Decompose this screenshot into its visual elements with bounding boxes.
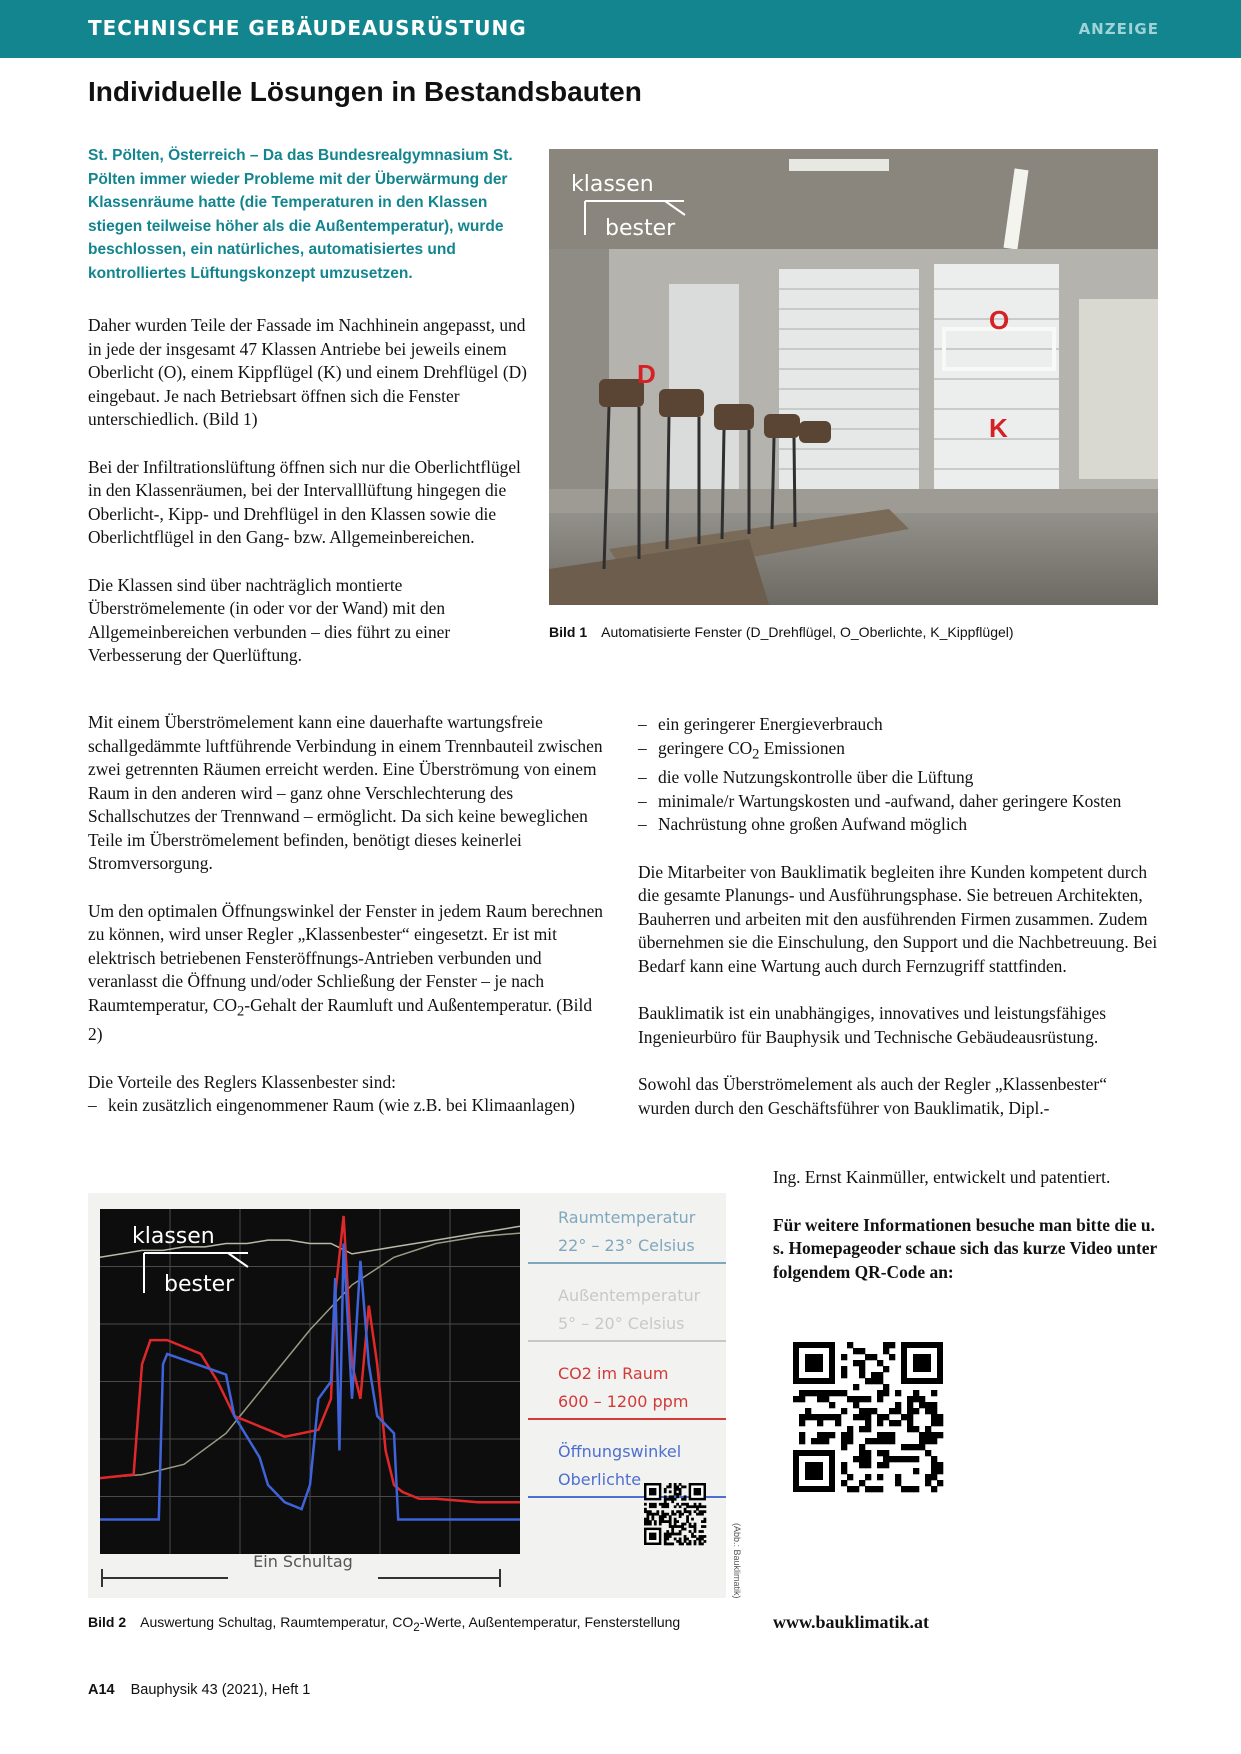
legend-label: Raumtemperatur [558, 1208, 696, 1227]
paragraph: Bei der Infiltrationslüftung öffnen sich nur die Oberlichtflügel in den Klassenräumen, bei der Intervalllüftung hingegen die Oberlicht-, Kipp- und Drehflügel in den Klassen sowie die Oberlichtflügel in den Gang- bzw. Allgemeinbereichen. [88, 456, 521, 547]
subscript: 2 [413, 1620, 420, 1634]
qr-code-icon[interactable] [773, 1322, 963, 1512]
caption-text-after: -Werte, Außentemperatur, Fensterstellung [419, 1614, 681, 1630]
section-label: TECHNISCHE GEBÄUDEAUSRÜSTUNG [88, 16, 527, 40]
caption-text: Automatisierte Fenster (D_Drehflügel, O_Oberlichte, K_Kippflügel) [601, 624, 1014, 640]
legend-range: 5° – 20° Celsius [558, 1314, 685, 1333]
line-chart [88, 1193, 742, 1599]
paragraph: Die Mitarbeiter von Bauklimatik begleiten ihre Kunden kompetent durch die gesamte Planungs- und Ausführungsphase. Sie betreuen Architekten, Bauherren und arbeiten mit den ausführenden Firmen zusammen. Zudem übernehmen sie die Einschulung, den Support und die Nachbetreuung. Bei Bedarf kann eine Wartung auch durch Fernzugriff stattfinden. [638, 861, 1158, 976]
vorteile-title: Die Vorteile des Reglers Klassenbester sind: [88, 1071, 396, 1092]
list-item: – minimale/r Wartungskosten und -aufwand, daher geringere Kosten [638, 790, 1158, 814]
top-left-column [88, 314, 528, 668]
paragraph: Bauklimatik ist ein unabhängiges, innovatives und leistungsfähiges Ingenieurbüro für Bauphysik und Technische Gebäudeausrüstung. [638, 1003, 1107, 1047]
caption-number: Bild 1 [549, 624, 588, 640]
co2-text: geringere CO [658, 737, 753, 758]
image-credit: (Abb.: Bauklimatik) [732, 1523, 742, 1599]
paragraph: Die Klassen sind über nachträglich montierte Überströmelemente (in oder vor der Wand) mit den Allgemeinbereichen verbunden – dies führt zu einer Verbesserung der Querlüftung. [88, 574, 451, 665]
legend-range: 22° – 23° Celsius [558, 1236, 695, 1255]
chart-panel [88, 1193, 742, 1599]
right-column [638, 713, 1158, 1120]
chart-logo-line2: bester [164, 1272, 235, 1297]
legend-range: Oberlichte [558, 1470, 642, 1489]
list-item [638, 737, 1158, 767]
info-paragraph: Für weitere Informationen besuche man bitte die u. s. Homepageoder schaue sich das kurze Video unter folgendem QR-Code an: [773, 1214, 1157, 1282]
list-item: – kein zusätzlich eingenommener Raum (wie z.B. bei Klimaanlagen) [88, 1094, 608, 1118]
lead-paragraph: St. Pölten, Österreich – Da das Bundesrealgymnasium St. Pölten immer wieder Probleme mit der Überwärmung der Klassenräume hatte (die Temperaturen in den Klassen stiegen teilweise höher als die Außentemperatur), wurde beschlossen, ein natürliches, automatisiertes und kontrolliertes Lüftungskonzept umzusetzen. [88, 147, 513, 282]
right-column-continued [773, 1166, 1163, 1284]
legend-range: 600 – 1200 ppm [558, 1392, 689, 1411]
chart-logo-line1: klassen [132, 1224, 215, 1249]
classroom-illustration [549, 149, 1158, 605]
subscript: 2 [752, 745, 760, 762]
vorteile-list-left [88, 1094, 608, 1118]
legend-label: Öffnungswinkel [558, 1442, 682, 1461]
page-number: A14 [88, 1682, 115, 1698]
label-d: D [637, 359, 656, 389]
headline: Individuelle Lösungen in Bestandsbauten [88, 76, 642, 107]
paragraph: Mit einem Überströmelement kann eine dauerhafte wartungsfreie schallgedämmte luftführende Verbindung in einem Trennbauteil zwischen zwei getrennten Räumen erreicht werden. Eine Überströmung von einem Raum in den anderen wird – ganz ohne Verschlechterung des Schallschutzes der Trennwand – ermöglicht. Da sich keine beweglichen Teile im Überströmelement befinden, benötigt dieses keinerlei Stromversorgung. [88, 712, 603, 873]
caption-bild1 [549, 624, 1014, 640]
qr-code-small-icon [644, 1483, 706, 1545]
label-k: K [989, 413, 1008, 443]
paragraph: Daher wurden Teile der Fassade im Nachhinein angepasst, und in jede der insgesamt 47 Klassen Antriebe bei jeweils einem Oberlicht (O), einem Kippflügel (K) und einem Drehflügel (D) eingebaut. Je nach Betriebsart öffnen sich die Fenster unterschiedlich. (Bild 1) [88, 315, 527, 429]
header-bar [0, 0, 1241, 58]
legend [528, 1208, 726, 1497]
paragraph: Sowohl das Überströmelement als auch der Regler „Klassenbester“ wurden durch den Geschäftsführer von Bauklimatik, Dipl.- [638, 1074, 1107, 1118]
paragraph: Ing. Ernst Kainmüller, entwickelt und patentiert. [773, 1167, 1111, 1187]
legend-label: CO2 im Raum [558, 1364, 669, 1383]
website-link[interactable]: www.bauklimatik.at [773, 1612, 930, 1632]
list-item: – ein geringerer Energieverbrauch [638, 713, 1158, 737]
regler-text: Um den optimalen Öffnungswinkel der Fenster in jedem Raum berechnen zu können, wird unser Regler „Klassenbester“ eingesetzt. Er ist mit elektrisch betriebenen Fensteröffnungs-Antrieben verbunden und veranlasst die Öffnung und/oder Schließung der Fenster – je nach Raumtemperatur, CO [88, 900, 603, 1015]
vorteile-list-right [638, 713, 1158, 837]
caption-text: Auswertung Schultag, Raumtemperatur, CO [140, 1614, 414, 1630]
regler-paragraph [88, 900, 608, 1047]
co2-suffix: Emissionen [759, 737, 845, 758]
photo-logo-line1: klassen [571, 172, 654, 197]
left-column [88, 711, 608, 1118]
label-o: O [989, 305, 1010, 335]
list-item: – die volle Nutzungskontrolle über die Lüftung [638, 766, 1158, 790]
regler-text-after: -Gehalt der Raumluft und Außentemperatur. (Bild 2) [88, 994, 593, 1045]
ad-label: ANZEIGE [1078, 20, 1159, 38]
caption-number: Bild 2 [88, 1614, 127, 1630]
classroom-photo [549, 149, 1158, 605]
footer [88, 1682, 310, 1698]
caption-bild2 [88, 1614, 680, 1634]
photo-logo-line2: bester [605, 216, 676, 241]
list-item: – Nachrüstung ohne großen Aufwand möglich [638, 813, 1158, 837]
legend-label: Außentemperatur [558, 1286, 701, 1305]
x-axis-label: Ein Schultag [253, 1552, 353, 1571]
journal-info: Bauphysik 43 (2021), Heft 1 [130, 1682, 311, 1698]
subscript: 2 [237, 1002, 245, 1019]
